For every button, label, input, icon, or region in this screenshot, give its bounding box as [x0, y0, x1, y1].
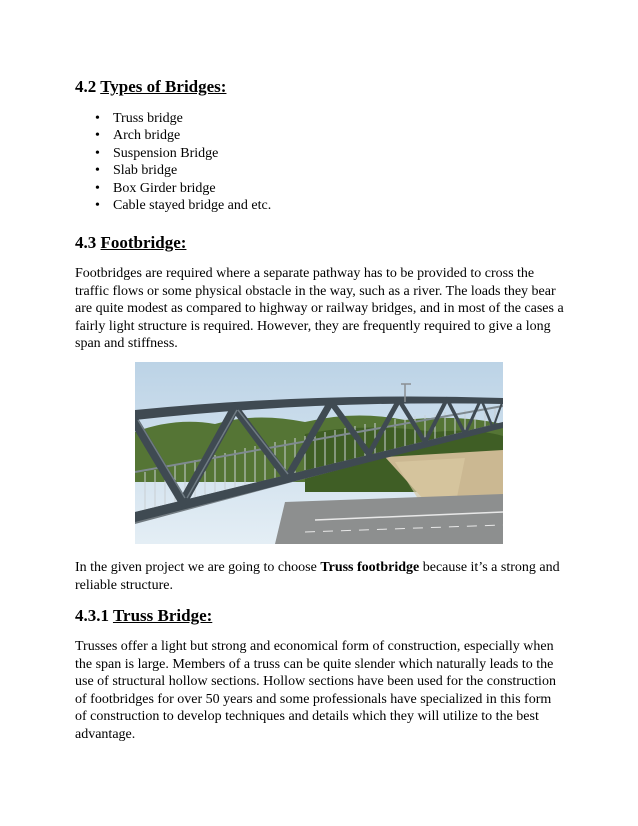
heading-truss-bridge	[75, 606, 212, 626]
list-item: • Suspension Bridge	[95, 145, 271, 162]
bridge-types-list	[95, 110, 271, 214]
project-note-bold: Truss footbridge	[320, 560, 420, 575]
heading-title: Types of Bridges:	[100, 77, 227, 96]
heading-title: Footbridge:	[100, 233, 187, 252]
list-item: • Slab bridge	[95, 162, 271, 179]
heading-footbridge	[75, 233, 186, 253]
heading-title: Truss Bridge:	[112, 606, 213, 625]
list-item: • Truss bridge	[95, 110, 271, 127]
heading-number: 4.2	[75, 77, 97, 96]
list-item: • Cable stayed bridge and etc.	[95, 197, 271, 214]
heading-number: 4.3.1	[75, 606, 109, 625]
project-note-text: because it’s a strong and reliable structure.	[75, 560, 560, 593]
project-note-text: In the given project we are going to choose	[75, 560, 321, 575]
heading-number: 4.3	[75, 233, 97, 252]
list-item: • Arch bridge	[95, 127, 271, 144]
project-note-paragraph	[75, 559, 565, 594]
list-item: • Box Girder bridge	[95, 180, 271, 197]
truss-paragraph: Trusses offer a light but strong and economical form of construction, especially when the span is large. Members of a truss can be quite slender which naturally leads to the use of structural hollow sections. Hollow sections have been used for the construction of footbridges for over 50 years and some professionals have specialized in this form of construction to develop techniques and details which they will utilize to the best advantage.	[75, 639, 556, 742]
footbridge-paragraph: Footbridges are required where a separate pathway has to be provided to cross the traffic flows or some physical obstacle in the way, such as a river. The loads they bear are quite modest as compared to highway or railway bridges, and in most of the cases a fairly light structure is required. However, they are frequently required to give a long span and stiffness.	[75, 266, 564, 351]
heading-types-of-bridges	[75, 77, 226, 97]
truss-footbridge-photo	[135, 362, 503, 544]
